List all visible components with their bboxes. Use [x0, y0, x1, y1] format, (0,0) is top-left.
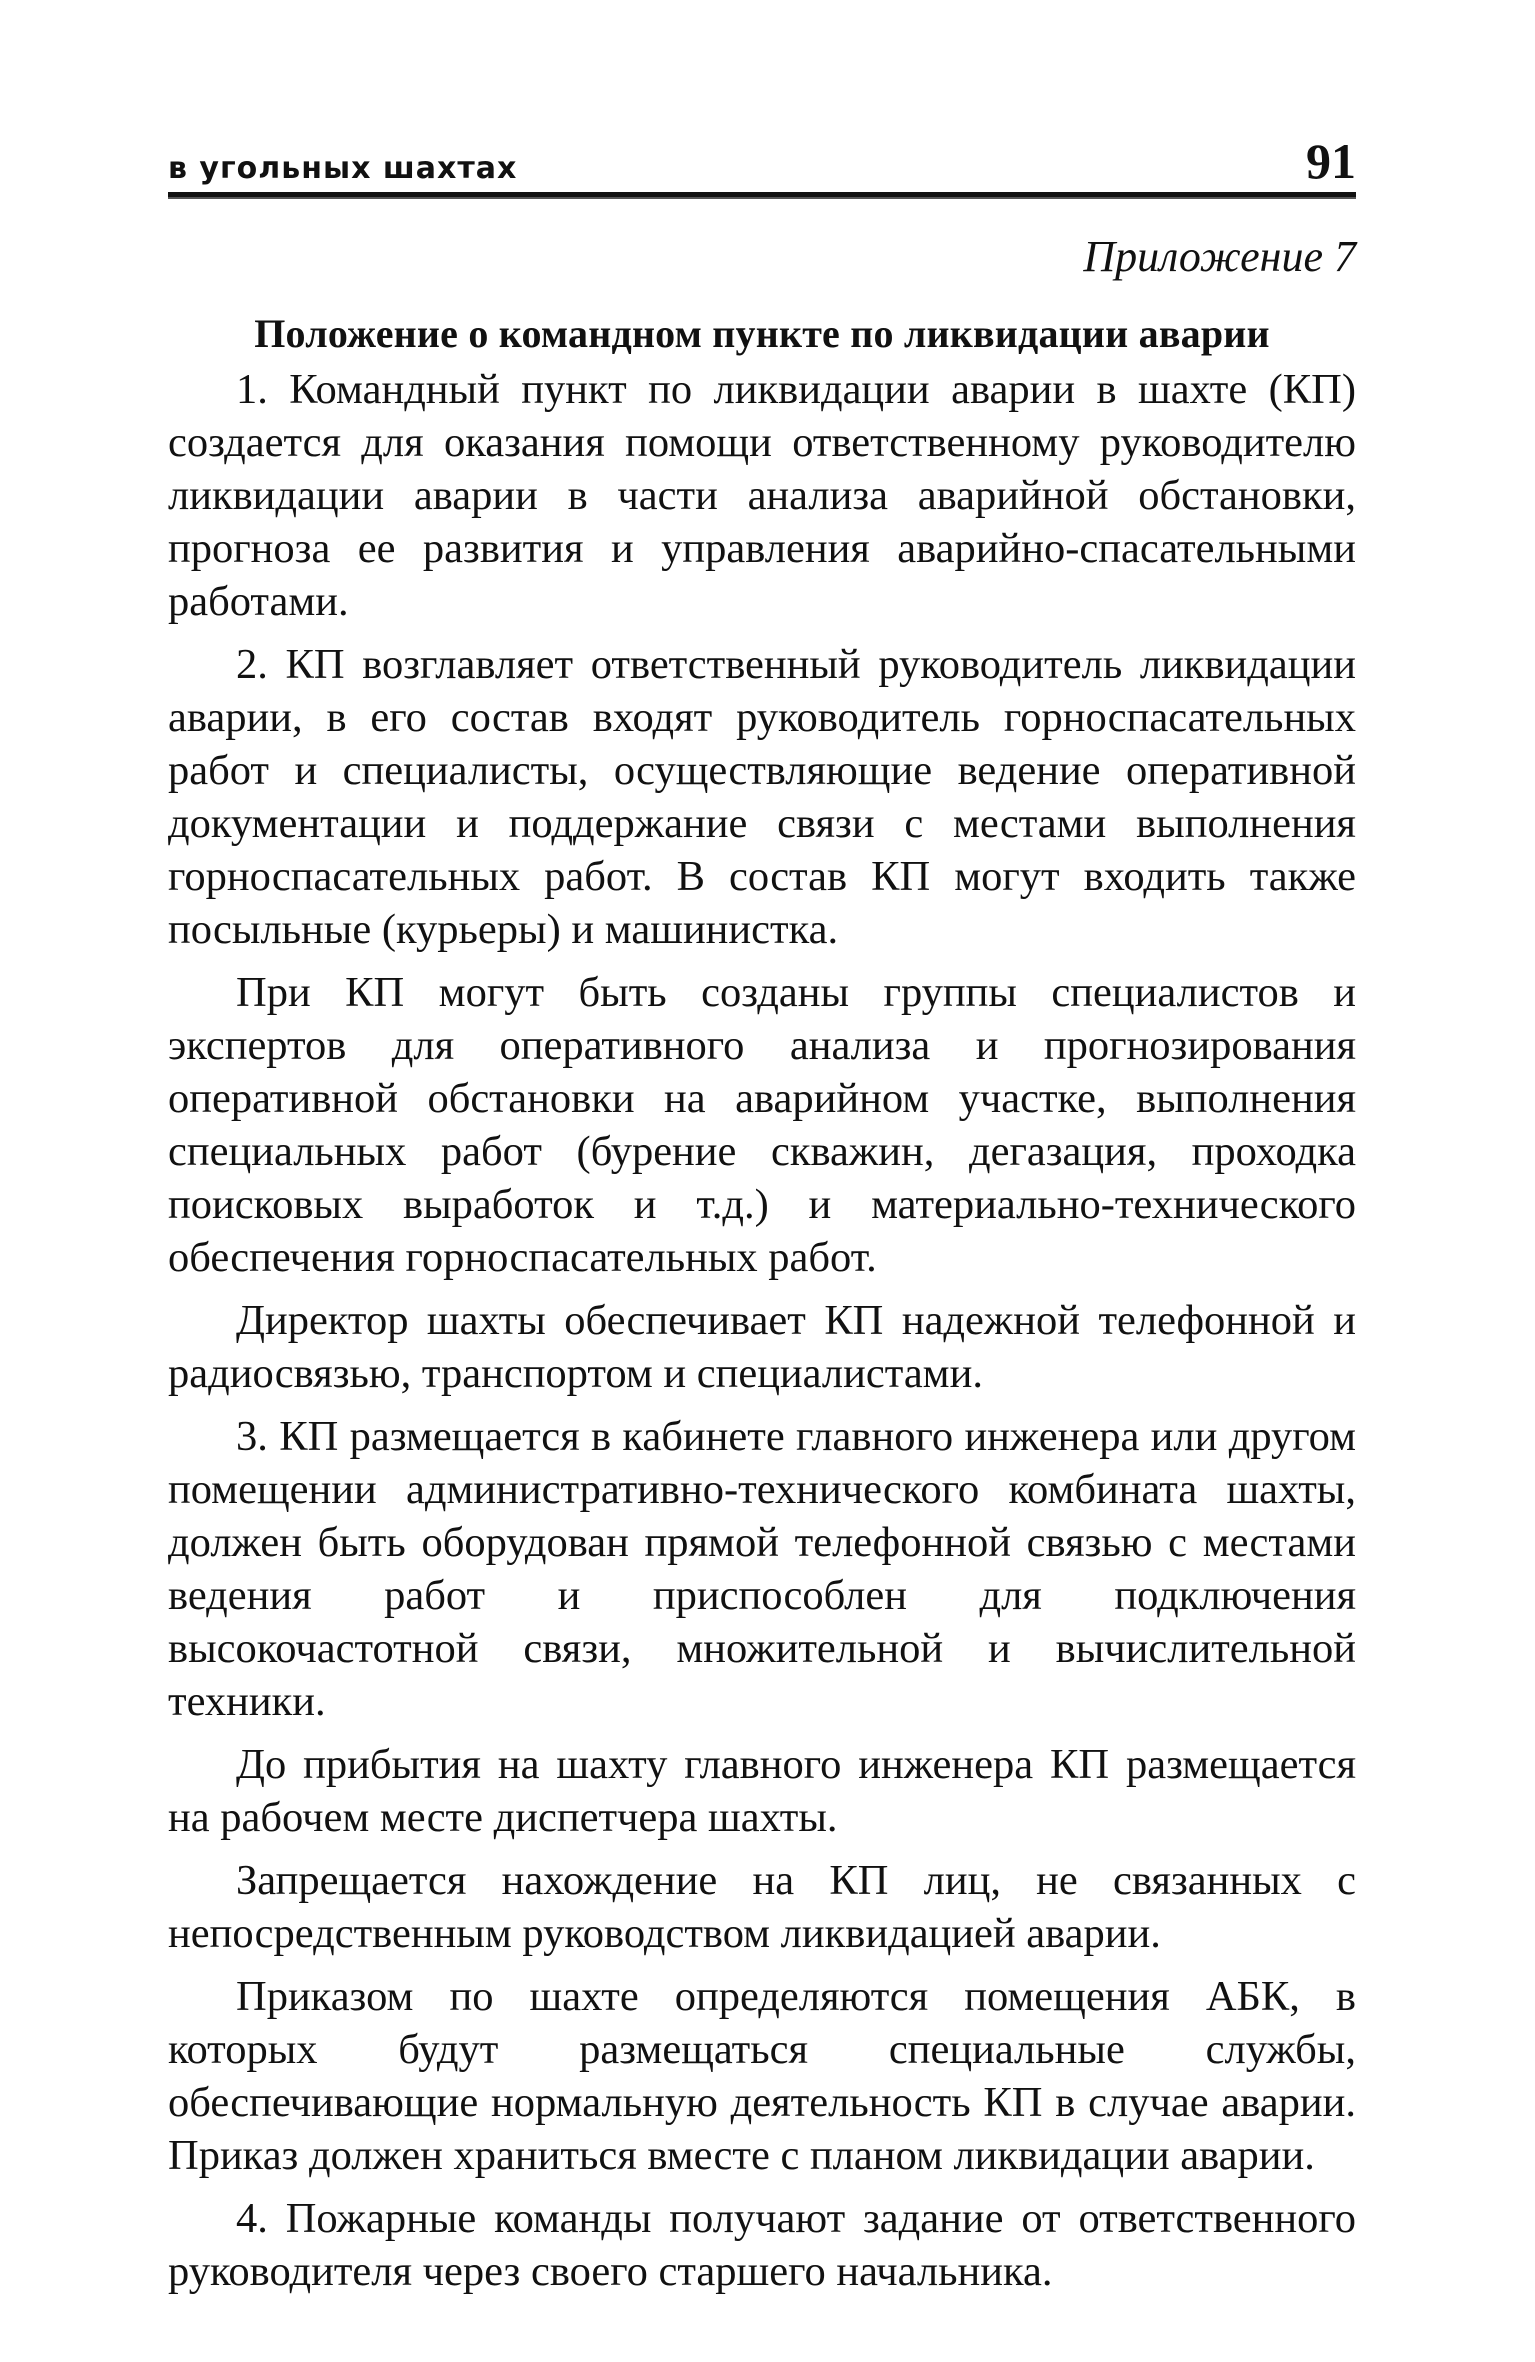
- paragraph: Директор шахты обеспечивает КП надежной телефонной и радиосвязью, транспортом и специалистами.: [168, 1297, 1356, 1397]
- section-title: Положение о командном пункте по ликвидации аварии: [254, 311, 1270, 356]
- running-title: в угольных шахтах: [168, 151, 518, 186]
- book-page: [168, 130, 1356, 2308]
- paragraph: 3. КП размещается в кабинете главного инженера или другом помещении административно-технического комбината шахты, должен быть оборудован прямой телефонной связью с местами ведения работ и приспособлен для подключения высокочастотной связи, множительной и вычислительной техники.: [168, 1413, 1356, 1725]
- page-number: 91: [1306, 133, 1356, 189]
- paragraph: До прибытия на шахту главного инженера КП размещается на рабочем месте диспетчера шахты.: [168, 1741, 1356, 1841]
- paragraph: Приказом по шахте определяются помещения АБК, в которых будут размещаться специальные службы, обеспечивающие нормальную деятельность КП в случае аварии. Приказ должен храниться вместе с планом ликвидации аварии.: [168, 1973, 1356, 2179]
- paragraph: При КП могут быть созданы группы специалистов и экспертов для оперативного анализа и прогнозирования оперативной обстановки на аварийном участке, выполнения специальных работ (бурение скважин, дегазация, проходка поисковых выработок и т.д.) и материально-технического обеспечения горноспасательных работ.: [168, 969, 1356, 1281]
- paragraph: 4. Пожарные команды получают задание от ответственного руководителя через своего старшего начальника.: [168, 2195, 1356, 2295]
- running-header: [168, 130, 1356, 192]
- paragraph: 2. КП возглавляет ответственный руководитель ликвидации аварии, в его состав входят руководитель горноспасательных работ и специалисты, осуществляющие ведение оперативной документации и поддержание связи с местами выполнения горноспасательных работ. В состав КП могут входить также посыльные (курьеры) и машинистка.: [168, 641, 1356, 953]
- paragraph: Запрещается нахождение на КП лиц, не связанных с непосредственным руководством ликвидацией аварии.: [168, 1857, 1356, 1957]
- body-text: [168, 363, 1356, 2298]
- appendix-label: Приложение 7: [1083, 232, 1356, 281]
- header-rule: [168, 192, 1356, 199]
- paragraph: 1. Командный пункт по ликвидации аварии в шахте (КП) создается для оказания помощи ответственному руководителю ликвидации аварии в части анализа аварийной обстановки, прогноза ее развития и управления аварийно-спасательными работами.: [168, 366, 1356, 625]
